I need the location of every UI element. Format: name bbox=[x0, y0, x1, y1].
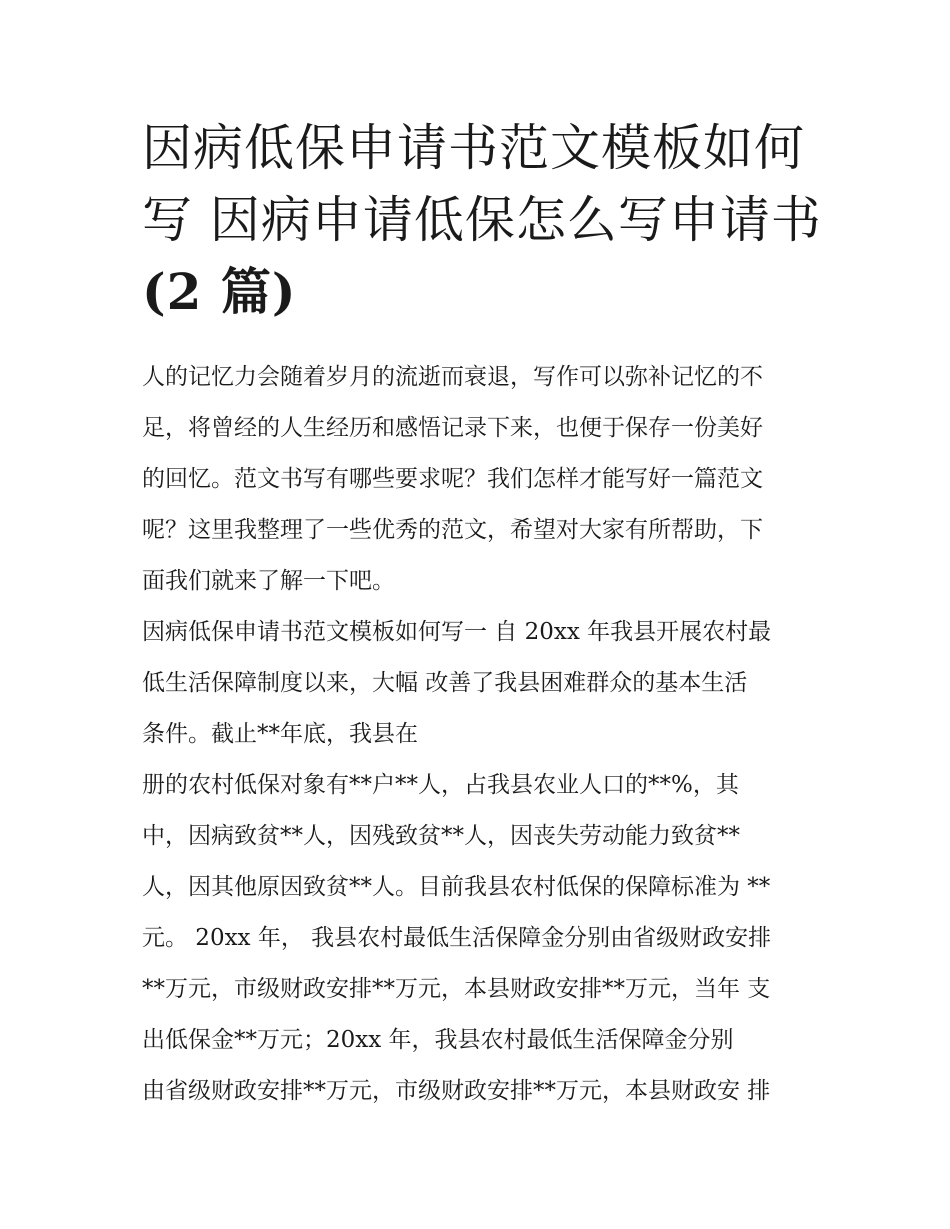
text-line: 足，将曾经的人生经历和感悟记录下来，也便于保存一份美好 bbox=[142, 415, 763, 441]
text-line: 条件。截止**年底，我县在 bbox=[142, 721, 418, 747]
paragraph-intro bbox=[142, 352, 822, 607]
text-line: 中，因病致贫**人，因残致贫**人，因丧失劳动能力致贫** bbox=[142, 823, 740, 849]
text-line: 面我们就来了解一下吧。 bbox=[142, 568, 395, 594]
text-line: 人，因其他原因致贫**人。目前我县农村低保的保障标准为 ** bbox=[142, 874, 771, 900]
paragraph-section-1 bbox=[142, 607, 822, 760]
title-line-1: 因病低保申请书范文模板如何 bbox=[142, 119, 805, 177]
text-line: 因病低保申请书范文模板如何写一 自 20xx 年我县开展农村最 bbox=[142, 619, 772, 645]
text-line: 低生活保障制度以来，大幅 改善了我县困难群众的基本生活 bbox=[142, 670, 748, 696]
paragraph-statistics bbox=[142, 760, 822, 1117]
document-body bbox=[142, 352, 822, 1117]
title-line-3: (2 篇) bbox=[142, 262, 297, 321]
text-line: 由省级财政安排**万元，市级财政安排**万元，本县财政安 排 bbox=[142, 1078, 771, 1104]
text-line: 元。 20xx 年， 我县农村最低生活保障金分别由省级财政安排 bbox=[142, 925, 772, 951]
text-line: 的回忆。范文书写有哪些要求呢？我们怎样才能写好一篇范文 bbox=[142, 466, 763, 492]
text-line: 出低保金**万元；20xx 年，我县农村最低生活保障金分别 bbox=[142, 1027, 734, 1053]
text-line: 呢？这里我整理了一些优秀的范文，希望对大家有所帮助，下 bbox=[142, 517, 763, 543]
text-line: 册的农村低保对象有**户**人，占我县农业人口的**%，其 bbox=[142, 772, 739, 798]
text-line: **万元，市级财政安排**万元，本县财政安排**万元，当年 支 bbox=[142, 976, 771, 1002]
text-line: 人的记忆力会随着岁月的流逝而衰退，写作可以弥补记忆的不 bbox=[142, 364, 763, 390]
document-title bbox=[142, 112, 822, 328]
title-line-2: 写 因病申请低保怎么写申请书 bbox=[142, 191, 822, 249]
